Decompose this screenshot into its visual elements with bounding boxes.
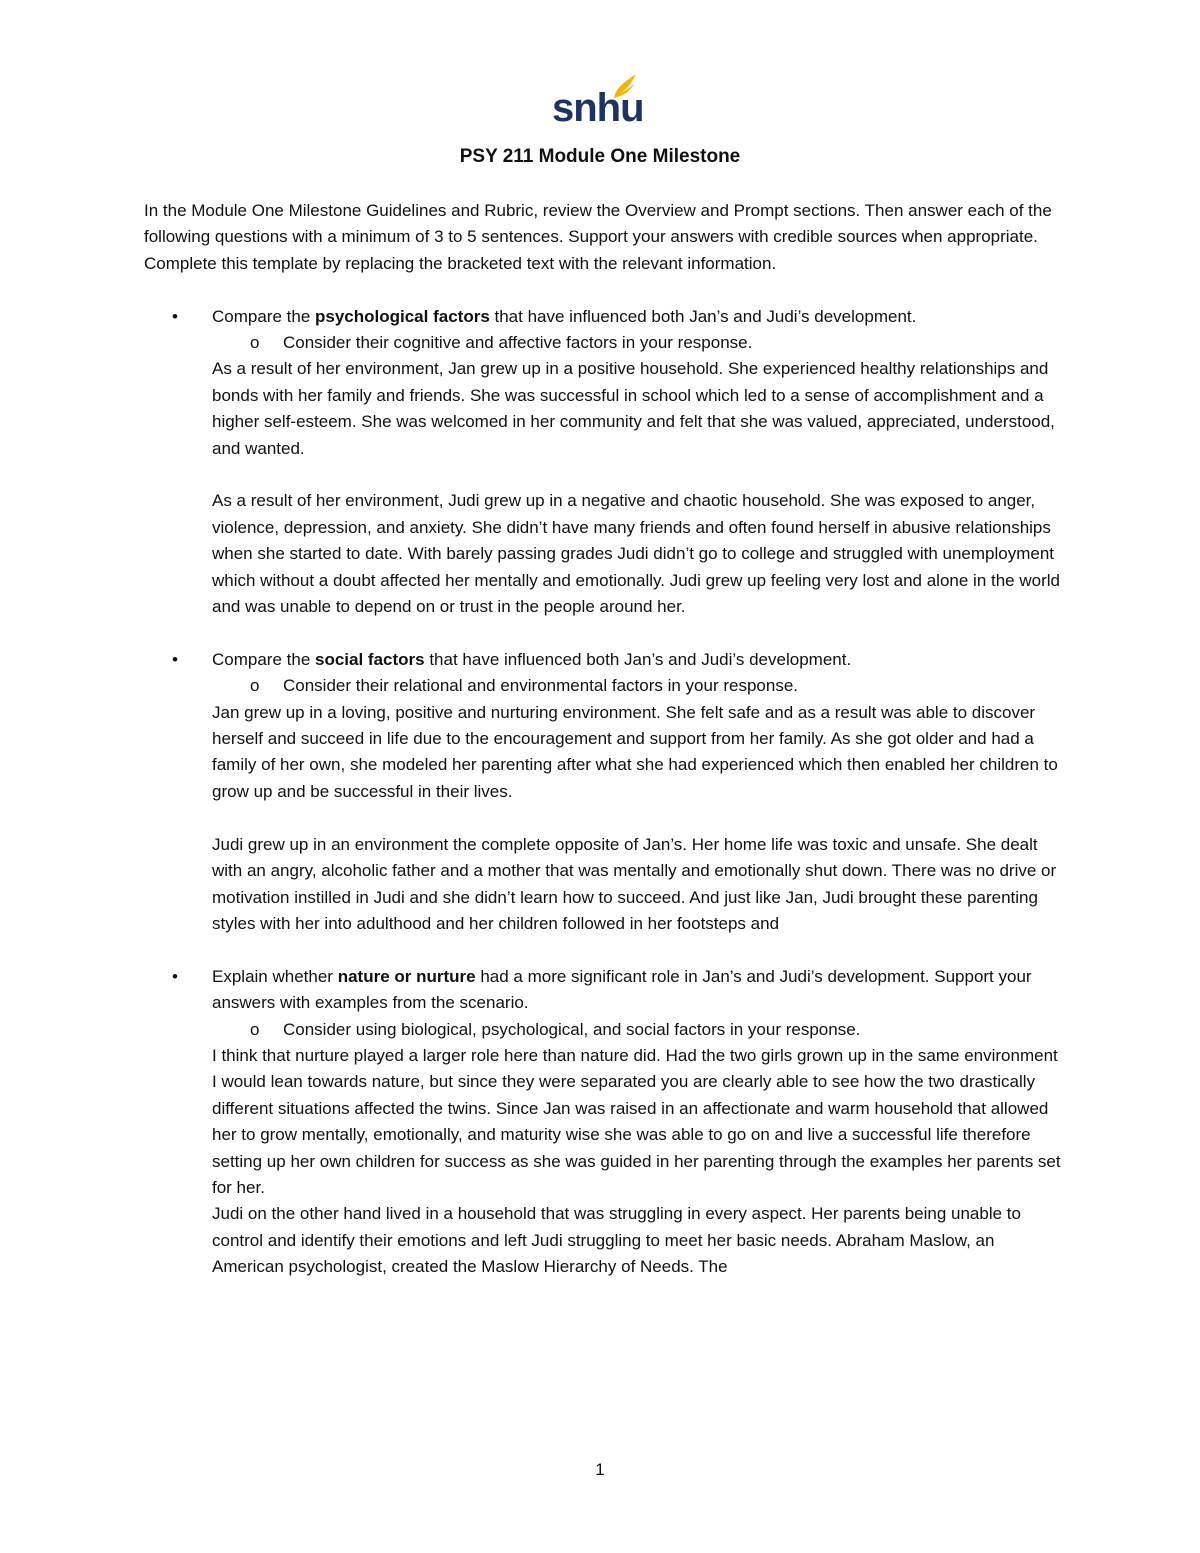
answer-3-paragraph-1: I think that nurture played a larger role here than nature did. Had the two girls grown up in the same environment I would lean towards nature, but since they were separated you are clearly able to see how the two drastically different situations affected the twins. Since Jan was raised in an affectionate and warm household that allowed her to grow mentally, emotionally, and maturity wise she was able to go on and live a successful life therefore setting up her own children for success as she was guided in her parenting through the examples her parents set for her. (212, 1045, 1061, 1197)
question-3-subpoint: o Consider using biological, psychological, and social factors in your response. (144, 1017, 1064, 1043)
question-1-subpoint: o Consider their cognitive and affective factors in your response. (144, 330, 1064, 356)
question-2: • Compare the social factors that have influenced both Jan’s and Judi’s development. (144, 647, 1064, 673)
intro-paragraph: In the Module One Milestone Guidelines and Rubric, review the Overview and Prompt sections. Then answer each of the following questions with a minimum of 3 to 5 sentences. Support your answers with credible sources when appropriate. Complete this template by replacing the bracketed text with the relevant information. (144, 201, 1052, 273)
answer-2-paragraph-1: Jan grew up in a loving, positive and nurturing environment. She felt safe and as a result was able to discover herself and succeed in life due to the encouragement and support from her family. As she got older and had a family of her own, she modeled her parenting after what she had experienced which then enabled her children to grow up and be successful in their lives. (212, 702, 1058, 801)
sub-bullet-icon: o (250, 1019, 260, 1039)
bullet-icon: • (172, 649, 178, 669)
question-1: • Compare the psychological factors that have influenced both Jan’s and Judi’s development. (144, 304, 1064, 330)
snhu-logo (552, 72, 642, 134)
question-3-keyword: nature or nurture (337, 966, 476, 986)
bullet-icon: • (172, 306, 178, 326)
question-3: • Explain whether nature or nurture had a more significant role in Jan’s and Judi’s development. Support your answers with examples from the scenario. (144, 964, 1064, 1017)
page-title: PSY 211 Module One Milestone (459, 146, 741, 167)
question-2-subpoint: o Consider their relational and environmental factors in your response. (144, 673, 1064, 699)
question-1-keyword: psychological factors (315, 306, 490, 326)
answer-1-paragraph-2: As a result of her environment, Judi grew up in a negative and chaotic household. She was exposed to anger, violence, depression, and anxiety. She didn’t have many friends and often found herself in abusive relationships when she started to date. With barely passing grades Judi didn’t go to college and struggled with unemployment which without a doubt affected her mentally and emotionally. Judi grew up feeling very lost and alone in the world and was unable to depend on or trust in the people around her. (212, 491, 1060, 617)
sub-bullet-icon: o (250, 333, 260, 353)
page-number: 1 (595, 1460, 605, 1479)
document-body (144, 198, 1064, 1281)
answer-1-paragraph-1: As a result of her environment, Jan grew up in a positive household. She experienced healthy relationships and bonds with her family and friends. She was successful in school which led to a sense of accomplishment and a higher self-esteem. She was welcomed in her community and felt that she was valued, appreciated, understood, and wanted. (212, 359, 1055, 458)
question-2-keyword: social factors (315, 649, 425, 669)
answer-3-paragraph-2: Judi on the other hand lived in a household that was struggling in every aspect. Her parents being unable to control and identify their emotions and left Judi struggling to meet her basic needs. Abraham Maslow, an American psychologist, created the Maslow Hierarchy of Needs. The (212, 1204, 1021, 1277)
sub-bullet-icon: o (250, 676, 260, 696)
answer-2-paragraph-2: Judi grew up in an environment the complete opposite of Jan’s. Her home life was toxic and unsafe. She dealt with an angry, alcoholic father and a mother that was mentally and emotionally shut down. There was no drive or motivation instilled in Judi and she didn’t learn how to succeed. And just like Jan, Judi brought these parenting styles with her into adulthood and her children followed in her footsteps and (212, 834, 1057, 933)
logo-wordmark: snhu (552, 86, 644, 130)
bullet-icon: • (172, 966, 178, 986)
